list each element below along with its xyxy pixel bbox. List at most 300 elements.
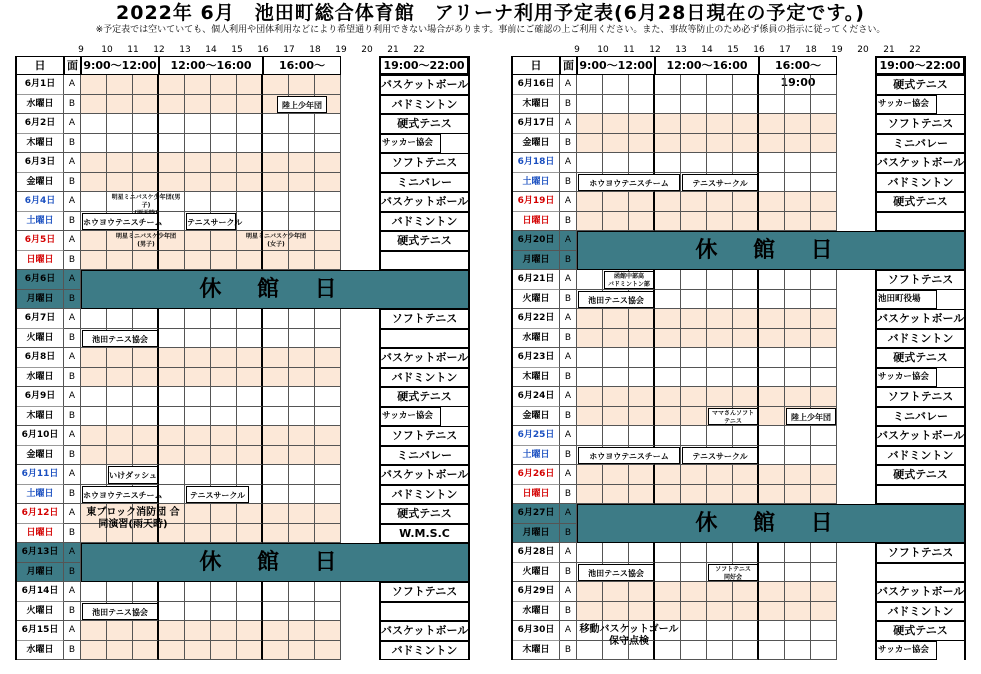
time-slot[interactable] <box>603 212 629 232</box>
time-slot[interactable] <box>211 504 237 524</box>
time-slot[interactable] <box>785 387 811 407</box>
time-slot[interactable] <box>785 270 811 290</box>
time-slot[interactable] <box>681 270 707 290</box>
time-slot[interactable] <box>315 524 341 544</box>
time-slot[interactable] <box>759 270 785 290</box>
time-slot[interactable] <box>211 192 237 212</box>
time-slot[interactable] <box>707 153 733 173</box>
booking-block[interactable] <box>578 174 680 192</box>
time-slot[interactable] <box>81 251 107 271</box>
time-slot[interactable] <box>785 75 811 95</box>
time-slot[interactable] <box>289 309 315 329</box>
time-slot[interactable] <box>289 387 315 407</box>
time-slot[interactable] <box>681 387 707 407</box>
time-slot[interactable] <box>289 446 315 466</box>
time-slot[interactable] <box>133 368 159 388</box>
time-slot[interactable] <box>263 621 289 641</box>
time-slot[interactable] <box>577 387 603 407</box>
time-slot[interactable] <box>811 114 837 134</box>
booking-block[interactable] <box>708 564 758 582</box>
time-slot[interactable] <box>237 192 263 212</box>
time-slot[interactable] <box>237 407 263 427</box>
time-slot[interactable] <box>655 368 681 388</box>
time-slot[interactable] <box>159 602 185 622</box>
booking-block[interactable] <box>108 232 184 250</box>
time-slot[interactable] <box>811 134 837 154</box>
time-slot[interactable] <box>733 329 759 349</box>
time-slot[interactable] <box>707 270 733 290</box>
time-slot[interactable] <box>263 192 289 212</box>
time-slot[interactable] <box>811 368 837 388</box>
time-slot[interactable] <box>237 153 263 173</box>
time-slot[interactable] <box>707 348 733 368</box>
time-slot[interactable] <box>289 153 315 173</box>
time-slot[interactable] <box>237 465 263 485</box>
time-slot[interactable] <box>785 465 811 485</box>
time-slot[interactable] <box>655 153 681 173</box>
time-slot[interactable] <box>289 641 315 661</box>
booking-block[interactable] <box>708 408 758 426</box>
time-slot[interactable] <box>707 290 733 310</box>
time-slot[interactable] <box>681 192 707 212</box>
time-slot[interactable] <box>159 153 185 173</box>
time-slot[interactable] <box>263 212 289 232</box>
time-slot[interactable] <box>629 543 655 563</box>
time-slot[interactable] <box>759 387 785 407</box>
time-slot[interactable] <box>681 485 707 505</box>
time-slot[interactable] <box>159 465 185 485</box>
time-slot[interactable] <box>107 426 133 446</box>
time-slot[interactable] <box>315 173 341 193</box>
time-slot[interactable] <box>315 231 341 251</box>
time-slot[interactable] <box>289 75 315 95</box>
time-slot[interactable] <box>185 621 211 641</box>
time-slot[interactable] <box>811 543 837 563</box>
time-slot[interactable] <box>315 621 341 641</box>
time-slot[interactable] <box>707 309 733 329</box>
time-slot[interactable] <box>107 368 133 388</box>
time-slot[interactable] <box>629 114 655 134</box>
booking-block[interactable] <box>682 447 758 465</box>
time-slot[interactable] <box>811 582 837 602</box>
time-slot[interactable] <box>759 75 785 95</box>
time-slot[interactable] <box>133 309 159 329</box>
time-slot[interactable] <box>629 95 655 115</box>
time-slot[interactable] <box>81 309 107 329</box>
time-slot[interactable] <box>263 134 289 154</box>
time-slot[interactable] <box>629 465 655 485</box>
time-slot[interactable] <box>315 504 341 524</box>
time-slot[interactable] <box>237 348 263 368</box>
time-slot[interactable] <box>159 251 185 271</box>
time-slot[interactable] <box>263 329 289 349</box>
booking-block[interactable] <box>786 408 836 426</box>
time-slot[interactable] <box>211 641 237 661</box>
time-slot[interactable] <box>707 621 733 641</box>
time-slot[interactable] <box>655 543 681 563</box>
time-slot[interactable] <box>629 407 655 427</box>
time-slot[interactable] <box>81 621 107 641</box>
time-slot[interactable] <box>263 446 289 466</box>
time-slot[interactable] <box>159 407 185 427</box>
time-slot[interactable] <box>133 426 159 446</box>
time-slot[interactable] <box>629 426 655 446</box>
booking-block[interactable] <box>578 447 680 465</box>
time-slot[interactable] <box>655 387 681 407</box>
time-slot[interactable] <box>211 95 237 115</box>
time-slot[interactable] <box>655 407 681 427</box>
time-slot[interactable] <box>185 504 211 524</box>
time-slot[interactable] <box>211 426 237 446</box>
booking-block[interactable] <box>82 330 158 348</box>
time-slot[interactable] <box>811 348 837 368</box>
time-slot[interactable] <box>315 641 341 661</box>
time-slot[interactable] <box>159 348 185 368</box>
time-slot[interactable] <box>785 641 811 661</box>
time-slot[interactable] <box>655 348 681 368</box>
time-slot[interactable] <box>681 543 707 563</box>
time-slot[interactable] <box>733 95 759 115</box>
time-slot[interactable] <box>81 134 107 154</box>
time-slot[interactable] <box>707 134 733 154</box>
time-slot[interactable] <box>603 368 629 388</box>
time-slot[interactable] <box>263 641 289 661</box>
time-slot[interactable] <box>159 75 185 95</box>
time-slot[interactable] <box>785 192 811 212</box>
time-slot[interactable] <box>681 563 707 583</box>
booking-block[interactable] <box>277 96 327 114</box>
time-slot[interactable] <box>107 387 133 407</box>
time-slot[interactable] <box>681 407 707 427</box>
time-slot[interactable] <box>237 504 263 524</box>
time-slot[interactable] <box>655 75 681 95</box>
time-slot[interactable] <box>707 212 733 232</box>
time-slot[interactable] <box>629 582 655 602</box>
time-slot[interactable] <box>289 212 315 232</box>
time-slot[interactable] <box>81 426 107 446</box>
time-slot[interactable] <box>133 251 159 271</box>
time-slot[interactable] <box>159 309 185 329</box>
time-slot[interactable] <box>159 621 185 641</box>
booking-block[interactable] <box>82 486 163 504</box>
booking-block[interactable] <box>108 466 158 484</box>
time-slot[interactable] <box>159 114 185 134</box>
time-slot[interactable] <box>681 582 707 602</box>
time-slot[interactable] <box>263 485 289 505</box>
time-slot[interactable] <box>603 465 629 485</box>
time-slot[interactable] <box>655 192 681 212</box>
time-slot[interactable] <box>785 563 811 583</box>
time-slot[interactable] <box>629 212 655 232</box>
time-slot[interactable] <box>811 465 837 485</box>
time-slot[interactable] <box>603 426 629 446</box>
time-slot[interactable] <box>237 309 263 329</box>
time-slot[interactable] <box>211 134 237 154</box>
time-slot[interactable] <box>211 621 237 641</box>
time-slot[interactable] <box>655 114 681 134</box>
time-slot[interactable] <box>733 582 759 602</box>
time-slot[interactable] <box>263 309 289 329</box>
time-slot[interactable] <box>263 602 289 622</box>
time-slot[interactable] <box>629 602 655 622</box>
time-slot[interactable] <box>107 134 133 154</box>
time-slot[interactable] <box>81 75 107 95</box>
time-slot[interactable] <box>759 290 785 310</box>
time-slot[interactable] <box>577 368 603 388</box>
time-slot[interactable] <box>263 524 289 544</box>
time-slot[interactable] <box>629 75 655 95</box>
time-slot[interactable] <box>237 368 263 388</box>
time-slot[interactable] <box>107 153 133 173</box>
time-slot[interactable] <box>733 75 759 95</box>
time-slot[interactable] <box>315 446 341 466</box>
time-slot[interactable] <box>133 173 159 193</box>
time-slot[interactable] <box>237 582 263 602</box>
time-slot[interactable] <box>759 602 785 622</box>
time-slot[interactable] <box>681 95 707 115</box>
time-slot[interactable] <box>811 485 837 505</box>
time-slot[interactable] <box>289 426 315 446</box>
time-slot[interactable] <box>785 348 811 368</box>
time-slot[interactable] <box>629 368 655 388</box>
time-slot[interactable] <box>211 114 237 134</box>
time-slot[interactable] <box>681 75 707 95</box>
time-slot[interactable] <box>603 134 629 154</box>
time-slot[interactable] <box>263 368 289 388</box>
time-slot[interactable] <box>107 251 133 271</box>
time-slot[interactable] <box>289 407 315 427</box>
time-slot[interactable] <box>107 75 133 95</box>
time-slot[interactable] <box>707 485 733 505</box>
time-slot[interactable] <box>315 407 341 427</box>
time-slot[interactable] <box>707 387 733 407</box>
time-slot[interactable] <box>211 407 237 427</box>
time-slot[interactable] <box>577 95 603 115</box>
time-slot[interactable] <box>263 75 289 95</box>
time-slot[interactable] <box>185 368 211 388</box>
time-slot[interactable] <box>185 95 211 115</box>
time-slot[interactable] <box>315 329 341 349</box>
time-slot[interactable] <box>707 465 733 485</box>
time-slot[interactable] <box>211 153 237 173</box>
time-slot[interactable] <box>733 348 759 368</box>
time-slot[interactable] <box>315 134 341 154</box>
time-slot[interactable] <box>759 348 785 368</box>
time-slot[interactable] <box>185 524 211 544</box>
time-slot[interactable] <box>785 446 811 466</box>
time-slot[interactable] <box>211 602 237 622</box>
time-slot[interactable] <box>237 329 263 349</box>
time-slot[interactable] <box>81 407 107 427</box>
time-slot[interactable] <box>681 368 707 388</box>
time-slot[interactable] <box>185 134 211 154</box>
time-slot[interactable] <box>133 387 159 407</box>
time-slot[interactable] <box>759 192 785 212</box>
booking-block[interactable] <box>578 564 654 582</box>
time-slot[interactable] <box>81 582 107 602</box>
time-slot[interactable] <box>289 504 315 524</box>
time-slot[interactable] <box>811 563 837 583</box>
time-slot[interactable] <box>289 368 315 388</box>
time-slot[interactable] <box>785 114 811 134</box>
time-slot[interactable] <box>133 153 159 173</box>
time-slot[interactable] <box>185 348 211 368</box>
time-slot[interactable] <box>315 192 341 212</box>
time-slot[interactable] <box>655 329 681 349</box>
time-slot[interactable] <box>107 114 133 134</box>
time-slot[interactable] <box>733 270 759 290</box>
time-slot[interactable] <box>629 309 655 329</box>
time-slot[interactable] <box>811 426 837 446</box>
time-slot[interactable] <box>785 134 811 154</box>
time-slot[interactable] <box>263 348 289 368</box>
time-slot[interactable] <box>133 621 159 641</box>
time-slot[interactable] <box>785 543 811 563</box>
time-slot[interactable] <box>655 290 681 310</box>
time-slot[interactable] <box>211 368 237 388</box>
time-slot[interactable] <box>629 192 655 212</box>
time-slot[interactable] <box>237 387 263 407</box>
time-slot[interactable] <box>107 582 133 602</box>
time-slot[interactable] <box>655 563 681 583</box>
time-slot[interactable] <box>759 329 785 349</box>
time-slot[interactable] <box>81 641 107 661</box>
time-slot[interactable] <box>185 446 211 466</box>
time-slot[interactable] <box>733 621 759 641</box>
time-slot[interactable] <box>681 329 707 349</box>
time-slot[interactable] <box>315 348 341 368</box>
time-slot[interactable] <box>577 543 603 563</box>
time-slot[interactable] <box>211 231 237 251</box>
time-slot[interactable] <box>603 192 629 212</box>
time-slot[interactable] <box>133 446 159 466</box>
time-slot[interactable] <box>733 368 759 388</box>
time-slot[interactable] <box>211 75 237 95</box>
time-slot[interactable] <box>315 465 341 485</box>
time-slot[interactable] <box>81 348 107 368</box>
booking-block[interactable] <box>578 622 680 659</box>
time-slot[interactable] <box>733 543 759 563</box>
time-slot[interactable] <box>159 446 185 466</box>
time-slot[interactable] <box>707 192 733 212</box>
time-slot[interactable] <box>603 153 629 173</box>
booking-block[interactable] <box>604 271 654 289</box>
time-slot[interactable] <box>237 75 263 95</box>
time-slot[interactable] <box>577 114 603 134</box>
time-slot[interactable] <box>759 426 785 446</box>
time-slot[interactable] <box>629 387 655 407</box>
time-slot[interactable] <box>681 153 707 173</box>
time-slot[interactable] <box>759 582 785 602</box>
time-slot[interactable] <box>811 270 837 290</box>
time-slot[interactable] <box>785 290 811 310</box>
time-slot[interactable] <box>733 192 759 212</box>
time-slot[interactable] <box>289 192 315 212</box>
time-slot[interactable] <box>107 446 133 466</box>
time-slot[interactable] <box>107 348 133 368</box>
time-slot[interactable] <box>577 348 603 368</box>
time-slot[interactable] <box>655 212 681 232</box>
time-slot[interactable] <box>211 309 237 329</box>
time-slot[interactable] <box>785 329 811 349</box>
time-slot[interactable] <box>315 368 341 388</box>
time-slot[interactable] <box>577 270 603 290</box>
time-slot[interactable] <box>211 329 237 349</box>
time-slot[interactable] <box>133 582 159 602</box>
time-slot[interactable] <box>785 173 811 193</box>
time-slot[interactable] <box>785 95 811 115</box>
time-slot[interactable] <box>785 368 811 388</box>
time-slot[interactable] <box>785 582 811 602</box>
time-slot[interactable] <box>289 173 315 193</box>
time-slot[interactable] <box>211 387 237 407</box>
time-slot[interactable] <box>707 641 733 661</box>
time-slot[interactable] <box>289 524 315 544</box>
time-slot[interactable] <box>603 543 629 563</box>
time-slot[interactable] <box>133 95 159 115</box>
time-slot[interactable] <box>133 641 159 661</box>
time-slot[interactable] <box>289 329 315 349</box>
booking-block[interactable] <box>578 291 654 309</box>
time-slot[interactable] <box>315 114 341 134</box>
booking-block[interactable] <box>238 232 314 250</box>
time-slot[interactable] <box>185 387 211 407</box>
time-slot[interactable] <box>785 485 811 505</box>
time-slot[interactable] <box>159 368 185 388</box>
booking-block[interactable] <box>108 193 184 211</box>
time-slot[interactable] <box>159 387 185 407</box>
time-slot[interactable] <box>759 485 785 505</box>
time-slot[interactable] <box>185 641 211 661</box>
time-slot[interactable] <box>733 485 759 505</box>
time-slot[interactable] <box>289 251 315 271</box>
time-slot[interactable] <box>263 426 289 446</box>
time-slot[interactable] <box>577 309 603 329</box>
time-slot[interactable] <box>315 387 341 407</box>
time-slot[interactable] <box>759 621 785 641</box>
time-slot[interactable] <box>211 251 237 271</box>
time-slot[interactable] <box>237 95 263 115</box>
time-slot[interactable] <box>655 134 681 154</box>
time-slot[interactable] <box>811 621 837 641</box>
time-slot[interactable] <box>733 153 759 173</box>
time-slot[interactable] <box>185 153 211 173</box>
booking-block[interactable] <box>186 213 243 231</box>
time-slot[interactable] <box>185 192 211 212</box>
time-slot[interactable] <box>263 173 289 193</box>
time-slot[interactable] <box>603 582 629 602</box>
time-slot[interactable] <box>263 387 289 407</box>
time-slot[interactable] <box>603 114 629 134</box>
time-slot[interactable] <box>811 212 837 232</box>
time-slot[interactable] <box>655 602 681 622</box>
time-slot[interactable] <box>107 173 133 193</box>
time-slot[interactable] <box>263 582 289 602</box>
time-slot[interactable] <box>707 582 733 602</box>
time-slot[interactable] <box>811 192 837 212</box>
time-slot[interactable] <box>133 75 159 95</box>
time-slot[interactable] <box>185 173 211 193</box>
time-slot[interactable] <box>577 582 603 602</box>
time-slot[interactable] <box>159 582 185 602</box>
time-slot[interactable] <box>81 192 107 212</box>
time-slot[interactable] <box>655 270 681 290</box>
time-slot[interactable] <box>655 582 681 602</box>
time-slot[interactable] <box>811 446 837 466</box>
time-slot[interactable] <box>81 173 107 193</box>
time-slot[interactable] <box>759 212 785 232</box>
time-slot[interactable] <box>681 212 707 232</box>
